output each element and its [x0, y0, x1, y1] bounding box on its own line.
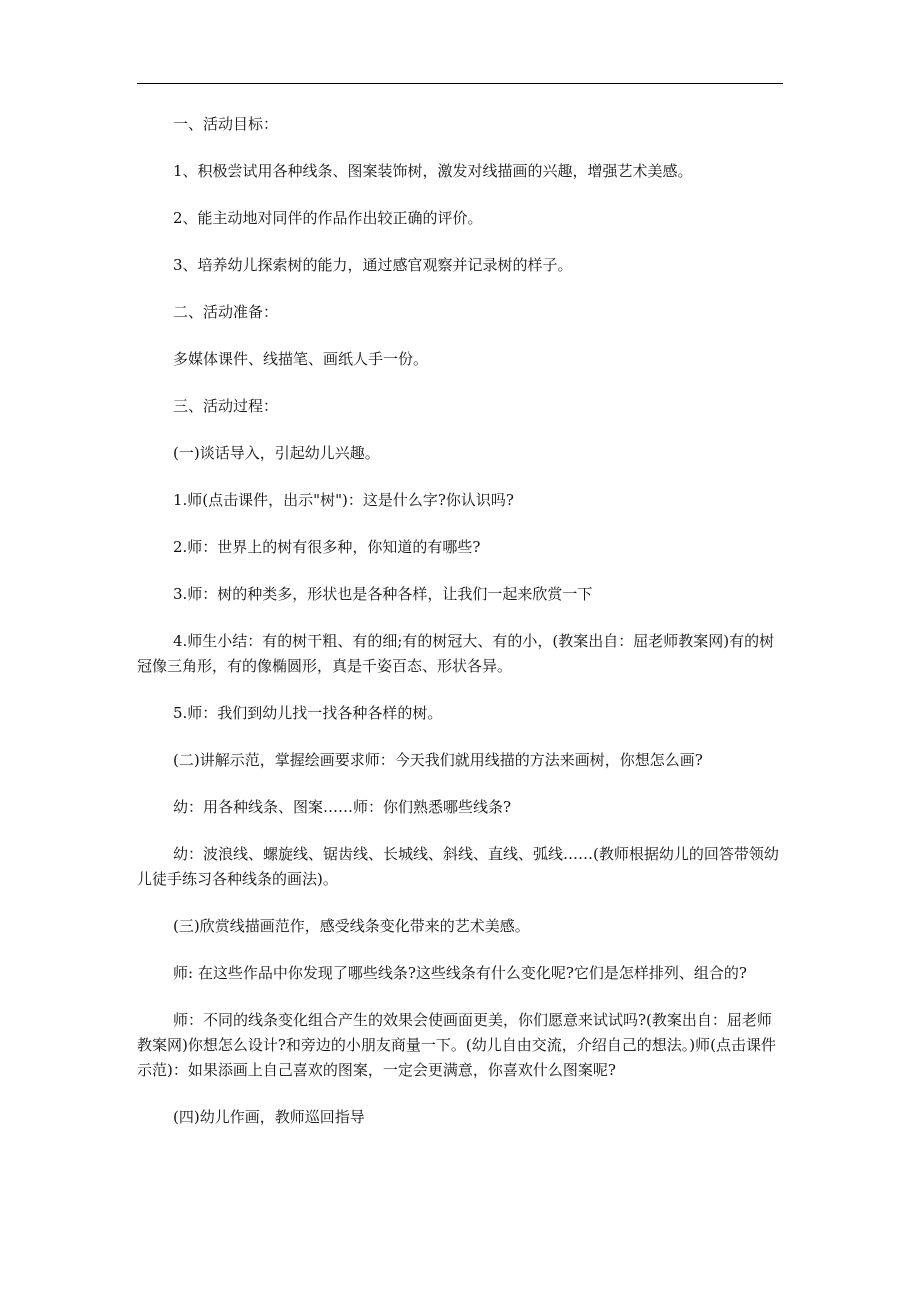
preparation-text: 多媒体课件、线描笔、画纸人手一份。 [173, 350, 429, 368]
goal-item-1: 1、积极尝试用各种线条、图案装饰树，激发对线描画的兴趣，增强艺术美感。 [173, 162, 693, 180]
process-line-1: 1.师(点击课件，出示"树")：这是什么字?你认识吗? [173, 491, 514, 509]
process-line-5: 5.师：我们到幼儿找一找各种各样的树。 [173, 704, 443, 722]
process-line-9: 师：不同的线条变化组合产生的效果会使画面更美，你们愿意来试试吗?(教案出自：屈老师教案网)你想怎么设计?和旁边的小朋友商量一下。(幼儿自由交流，介绍自己的想法。)师(点击课件示范)：如果添画上自己喜欢的图案，一定会更满意，你喜欢什么图案呢? [137, 1011, 776, 1079]
process-line-8: 师: 在这些作品中你发现了哪些线条?这些线条有什么变化呢?它们是怎样排列、组合的? [173, 964, 747, 982]
document-body [137, 112, 783, 1152]
process-step-2-heading: (二)讲解示范，掌握绘画要求师：今天我们就用线描的方法来画树，你想怎么画? [173, 751, 703, 769]
process-step-4-heading: (四)幼儿作画，教师巡回指导 [173, 1108, 365, 1126]
process-line-6: 幼：用各种线条、图案……师：你们熟悉哪些线条? [173, 798, 512, 816]
section-heading-preparation: 二、活动准备： [173, 303, 279, 321]
process-line-7: 幼：波浪线、螺旋线、锯齿线、长城线、斜线、直线、弧线……(教师根据幼儿的回答带领幼儿徒手练习各种线条的画法)。 [137, 845, 779, 888]
process-step-1-heading: (一)谈话导入，引起幼儿兴趣。 [173, 444, 380, 462]
section-heading-goals: 一、活动目标： [173, 115, 279, 133]
process-step-3-heading: (三)欣赏线描画范作，感受线条变化带来的艺术美感。 [173, 917, 530, 935]
goal-item-2: 2、能主动地对同伴的作品作出较正确的评价。 [173, 209, 483, 227]
goal-item-3: 3、培养幼儿探索树的能力，通过感官观察并记录树的样子。 [173, 256, 573, 274]
process-line-3: 3.师：树的种类多，形状也是各种各样，让我们一起来欣赏一下 [173, 585, 593, 603]
process-line-2: 2.师：世界上的树有很多种，你知道的有哪些? [173, 538, 481, 556]
section-heading-process: 三、活动过程： [173, 397, 279, 415]
header-rule [137, 83, 783, 84]
process-line-4: 4.师生小结：有的树干粗、有的细;有的树冠大、有的小，(教案出自：屈老师教案网)有的树冠像三角形，有的像椭圆形，真是千姿百态、形状各异。 [137, 632, 775, 675]
